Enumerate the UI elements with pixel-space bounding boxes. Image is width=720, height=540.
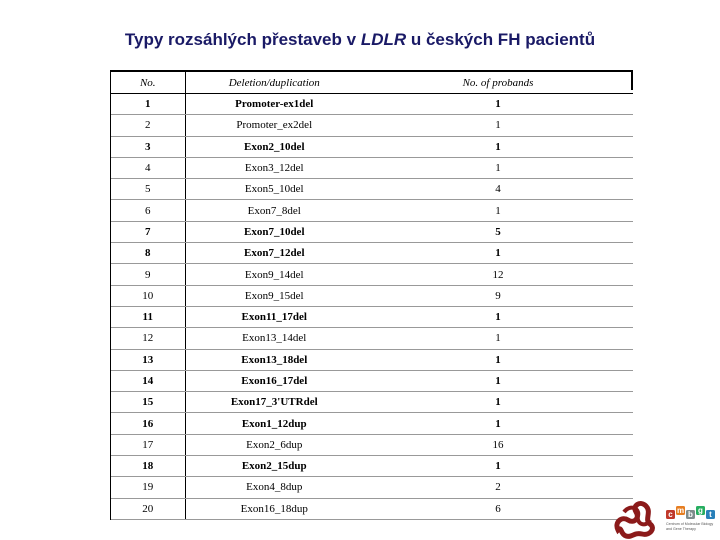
table-row: [111, 349, 633, 370]
cell-rearrangement: Exon16_17del: [185, 370, 363, 391]
cell-no: 7: [111, 221, 185, 242]
cell-rearrangement: Exon2_6dup: [185, 434, 363, 455]
cmbgt-logo: [610, 492, 720, 540]
cell-rearrangement: Exon13_14del: [185, 328, 363, 349]
logo-letter-tile: [706, 510, 715, 519]
logo-caption-1: Centrum of Molecular Biology: [666, 522, 714, 526]
cell-probands: 1: [363, 243, 633, 264]
cell-no: 1: [111, 94, 185, 115]
table-row: [111, 243, 633, 264]
cell-no: 4: [111, 157, 185, 178]
table-row: [111, 179, 633, 200]
logo-letter-tile: [686, 510, 695, 519]
logo-letter-tile: [696, 506, 705, 515]
cell-rearrangement: Exon4_8dup: [185, 477, 363, 498]
cell-probands: 1: [363, 349, 633, 370]
dna-knot-icon: [617, 504, 653, 537]
slide-title: [0, 30, 720, 50]
svg-text:b: b: [688, 510, 693, 519]
cell-no: 6: [111, 200, 185, 221]
cell-probands: 6: [363, 498, 633, 519]
cell-rearrangement: Exon2_10del: [185, 136, 363, 157]
svg-text:t: t: [709, 510, 712, 519]
table-row: [111, 221, 633, 242]
table-row: [111, 200, 633, 221]
cell-rearrangement: Promoter_ex2del: [185, 115, 363, 136]
cell-no: 2: [111, 115, 185, 136]
cell-rearrangement: Exon2_15dup: [185, 456, 363, 477]
cell-rearrangement: Exon16_18dup: [185, 498, 363, 519]
logo-letter-tile: [676, 506, 685, 515]
cell-rearrangement: Exon9_15del: [185, 285, 363, 306]
table-row: [111, 285, 633, 306]
table-header-row: [111, 72, 633, 94]
cell-probands: 1: [363, 306, 633, 327]
cell-rearrangement: Exon5_10del: [185, 179, 363, 200]
table-row: [111, 498, 633, 519]
cell-probands: 1: [363, 370, 633, 391]
cell-probands: 2: [363, 477, 633, 498]
table-row: [111, 456, 633, 477]
cell-no: 15: [111, 392, 185, 413]
cell-no: 10: [111, 285, 185, 306]
cell-probands: 4: [363, 179, 633, 200]
table-row: [111, 370, 633, 391]
cell-probands: 1: [363, 115, 633, 136]
rearrangements-table: [110, 70, 633, 520]
table-row: [111, 392, 633, 413]
cell-no: 14: [111, 370, 185, 391]
cell-no: 16: [111, 413, 185, 434]
table-row: [111, 264, 633, 285]
cell-rearrangement: Exon1_12dup: [185, 413, 363, 434]
cell-probands: 1: [363, 136, 633, 157]
cell-no: 11: [111, 306, 185, 327]
logo-letter-tile: [666, 510, 675, 519]
cell-rearrangement: Exon7_10del: [185, 221, 363, 242]
cell-probands: 12: [363, 264, 633, 285]
table-row: [111, 434, 633, 455]
table-row: [111, 328, 633, 349]
cell-no: 12: [111, 328, 185, 349]
cell-probands: 1: [363, 157, 633, 178]
header-probands: No. of probands: [363, 72, 633, 94]
logo-caption-2: and Gene Therapy: [666, 527, 696, 531]
cell-probands: 1: [363, 200, 633, 221]
svg-text:m: m: [676, 506, 685, 515]
cell-no: 20: [111, 498, 185, 519]
cell-no: 18: [111, 456, 185, 477]
table-row: [111, 306, 633, 327]
cell-rearrangement: Exon9_14del: [185, 264, 363, 285]
cell-rearrangement: Exon17_3'UTRdel: [185, 392, 363, 413]
table-row: [111, 413, 633, 434]
table-row: [111, 115, 633, 136]
cell-rearrangement: Exon13_18del: [185, 349, 363, 370]
cell-probands: 1: [363, 328, 633, 349]
cell-no: 19: [111, 477, 185, 498]
header-deletion-duplication: Deletion/duplication: [185, 72, 363, 94]
cell-rearrangement: Promoter-ex1del: [185, 94, 363, 115]
cell-probands: 1: [363, 413, 633, 434]
title-gene: LDLR: [360, 30, 407, 49]
table-row: [111, 94, 633, 115]
cell-no: 3: [111, 136, 185, 157]
cell-no: 9: [111, 264, 185, 285]
cell-probands: 1: [363, 94, 633, 115]
cell-rearrangement: Exon3_12del: [185, 157, 363, 178]
cell-no: 5: [111, 179, 185, 200]
cell-no: 8: [111, 243, 185, 264]
cell-probands: 1: [363, 456, 633, 477]
cell-rearrangement: Exon7_12del: [185, 243, 363, 264]
cell-probands: 1: [363, 392, 633, 413]
cell-rearrangement: Exon7_8del: [185, 200, 363, 221]
svg-text:c: c: [668, 510, 673, 519]
table-row: [111, 157, 633, 178]
cell-rearrangement: Exon11_17del: [185, 306, 363, 327]
header-no: No.: [111, 72, 185, 94]
title-prefix: Typy rozsáhlých přestaveb v: [124, 30, 361, 49]
cell-probands: 16: [363, 434, 633, 455]
cell-probands: 9: [363, 285, 633, 306]
cell-no: 17: [111, 434, 185, 455]
table-row: [111, 136, 633, 157]
title-suffix: u českých FH pacientů: [406, 30, 596, 49]
cell-no: 13: [111, 349, 185, 370]
svg-text:g: g: [698, 506, 703, 515]
cell-probands: 5: [363, 221, 633, 242]
table-row: [111, 477, 633, 498]
